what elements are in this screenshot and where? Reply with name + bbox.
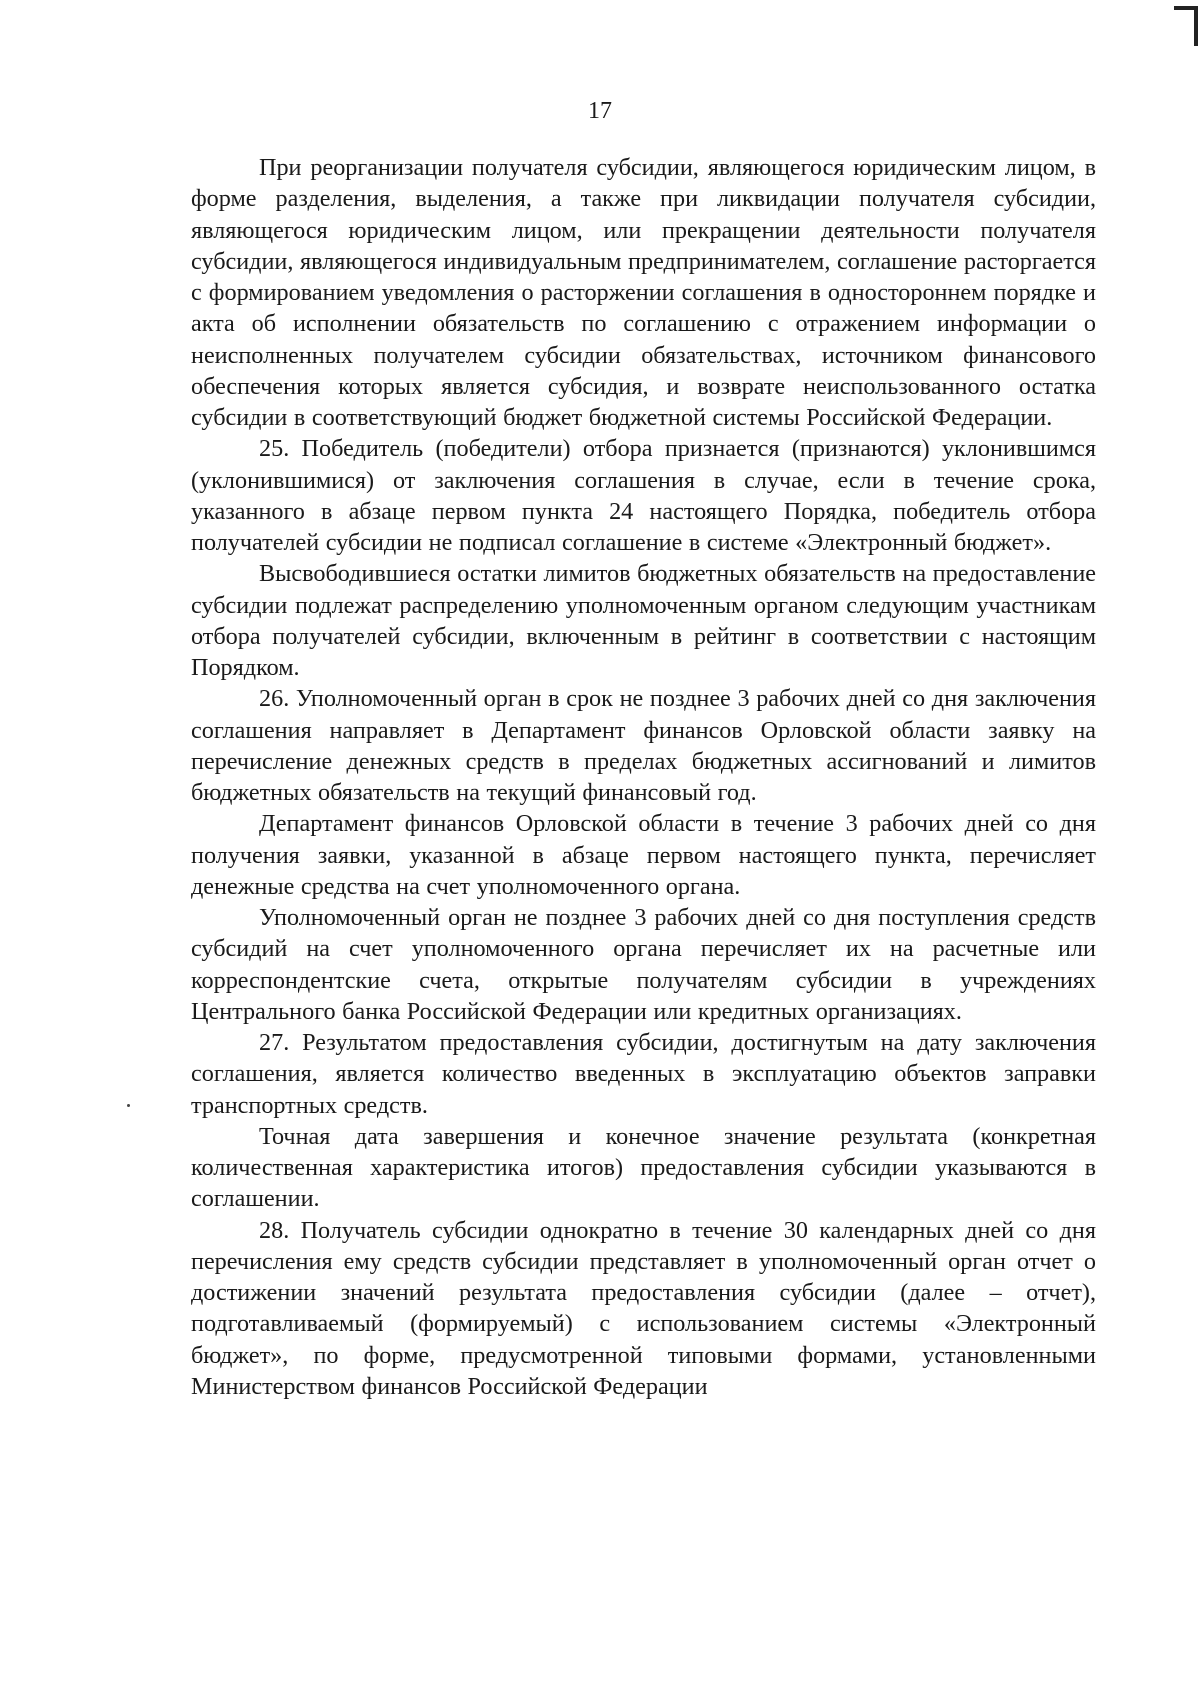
paragraph-item-26: 26. Уполномоченный орган в срок не позднее 3 рабочих дней со дня заключения соглашения направляет в Департамент финансов Орловской области заявку на перечисление денежных средств в пределах бюджетных ассигнований и лимитов бюджетных обязательств на текущий финансовый год. [191, 685, 1096, 806]
paragraph-result-value: Точная дата завершения и конечное значение результата (конкретная количественная характеристика итогов) предоставления субсидии указываются в соглашении. [191, 1122, 1096, 1213]
paragraph-item-25: 25. Победитель (победители) отбора признается (признаются) уклонившимся (уклонившимися) от заключения соглашения в случае, если в течение срока, указанного в абзаце первом пункта 24 настоящего Порядка, победитель отбора получателей субсидии не подписал соглашение в системе «Электронный бюджет». [191, 435, 1096, 556]
paragraph-released-limits: Высвободившиеся остатки лимитов бюджетных обязательств на предоставление субсидии подлежат распределению уполномоченным органом следующим участникам отбора получателей субсидии, включенным в рейтинг в соответствии с настоящим Порядком. [191, 560, 1096, 681]
paragraph-finance-department: Департамент финансов Орловской области в течение 3 рабочих дней со дня получения заявки, указанной в абзаце первом настоящего пункта, перечисляет денежные средства на счет уполномоченного органа. [191, 810, 1096, 900]
paragraph-transfer-funds: Уполномоченный орган не позднее 3 рабочих дней со дня поступления средств субсидий на счет уполномоченного органа перечисляет их на расчетные или корреспондентские счета, открытые получателям субсидии в учреждениях Центрального банка Российской Федерации или кредитных организациях. [191, 904, 1096, 1025]
paragraph-reorganization: При реорганизации получателя субсидии, являющегося юридическим лицом, в форме разделения, выделения, а также при ликвидации получателя субсидии, являющегося юридическим лицом, или прекращении деятельности получателя субсидии, являющегося индивидуальным предпринимателем, соглашение расторгается с формированием уведомления о расторжении соглашения в одностороннем порядке и акта об исполнении обязательств по соглашению с отражением информации о неисполненных получателем субсидии обязательствах, источником финансового обеспечения которых является субсидия, и возврате неиспользованного остатка субсидии в соответствующий бюджет бюджетной системы Российской Федерации. [191, 154, 1096, 431]
page-number: 17 [588, 98, 612, 124]
scan-speck [127, 1104, 130, 1107]
paragraph-item-27: 27. Результатом предоставления субсидии, достигнутым на дату заключения соглашения, является количество введенных в эксплуатацию объектов заправки транспортных средств. [191, 1029, 1096, 1119]
document-body [191, 152, 1096, 1402]
scan-edge-mark [1168, 0, 1198, 48]
paragraph-item-28: 28. Получатель субсидии однократно в течение 30 календарных дней со дня перечисления ему средств субсидии представляет в уполномоченный орган отчет о достижении значений результата предоставления субсидии (далее – отчет), подготавливаемый (формируемый) с использованием системы «Электронный бюджет», по форме, предусмотренной типовыми формами, установленными Министерством финансов Российской Федерации [191, 1216, 1096, 1400]
